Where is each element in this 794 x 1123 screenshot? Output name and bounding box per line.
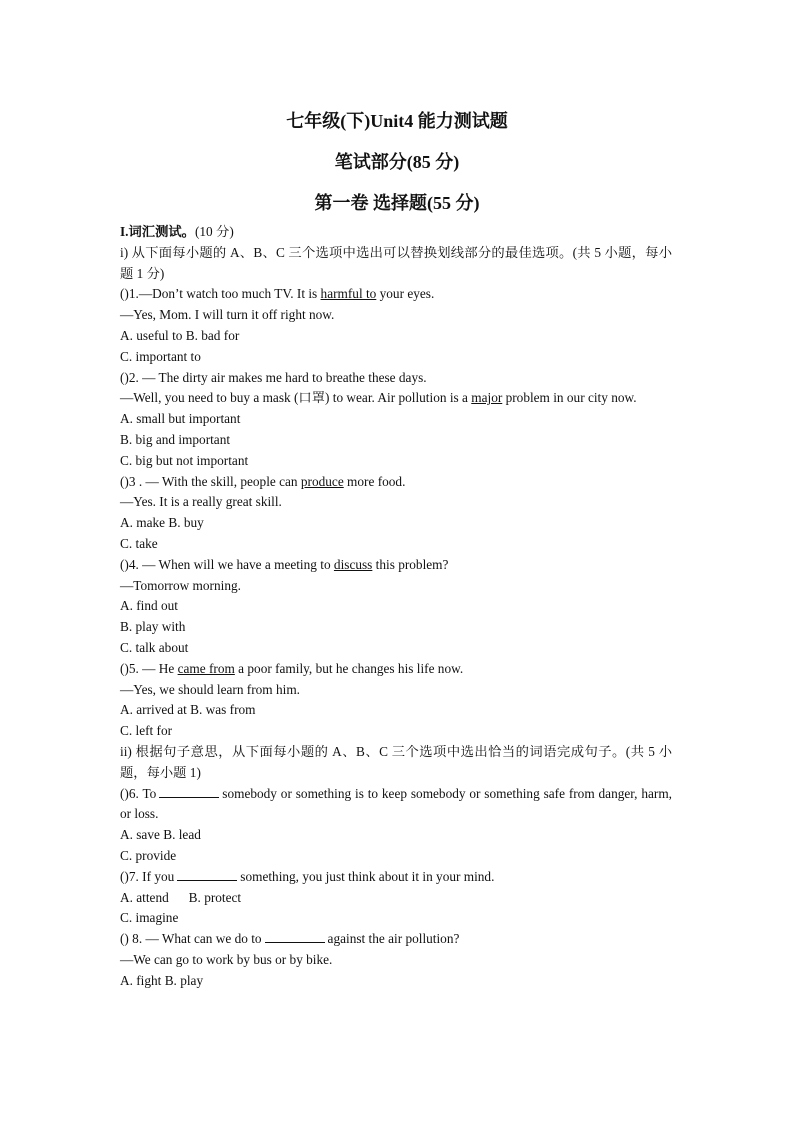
question-6 <box>120 784 672 826</box>
q5-text-end: a poor family, but he changes his life now. <box>234 660 464 676</box>
question-2: ()2. — The dirty air makes me hard to breathe these days. <box>120 369 427 385</box>
q1-reply: —Yes, Mom. I will turn it off right now. <box>120 307 335 323</box>
q8-options-ab: A. fight B. play <box>120 972 204 988</box>
q8-answer-blank <box>265 930 325 943</box>
q2-option-c: C. big but not important <box>120 452 249 468</box>
question-8 <box>120 929 672 950</box>
q6-options-ab: A. save B. lead <box>120 827 201 843</box>
question-content <box>120 222 672 991</box>
section-heading-label: I.词汇测试。 <box>120 224 195 239</box>
question-5 <box>120 659 672 680</box>
q2-option-b: B. big and important <box>120 431 231 447</box>
sub-instruction-i: i) 从下面每小题的 A、B、C 三个选项中选出可以替换划线部分的最佳选项。(共 5 小题，每小题 1 分) <box>120 244 672 281</box>
q7-answer-blank <box>177 868 237 881</box>
q8-text: () 8. — What can we do to <box>120 931 262 947</box>
q7-text: ()7. If you <box>120 868 175 884</box>
question-4 <box>120 555 672 576</box>
exam-title: 七年级(下)Unit4 能力测试题 <box>286 111 508 131</box>
q3-text-end: more food. <box>343 473 406 489</box>
q7-text-end: something, you just think about it in your mind. <box>240 868 495 884</box>
q1-option-c: C. important to <box>120 348 201 364</box>
q1-text-end: your eyes. <box>376 286 435 302</box>
q4-underlined: discuss <box>333 556 373 572</box>
q4-option-a: A. find out <box>120 598 178 614</box>
sub-instruction-ii: ii) 根据句子意思，从下面每小题的 A、B、C 三个选项中选出恰当的词语完成句子。(共 5 小题，每小题 1) <box>120 743 672 780</box>
q4-text: ()4. — When will we have a meeting to <box>120 556 334 572</box>
q1-options-ab: A. useful to B. bad for <box>120 327 240 343</box>
q2-reply <box>120 388 672 409</box>
q2-reply-end: problem in our city now. <box>502 390 637 406</box>
q4-reply: —Tomorrow morning. <box>120 577 241 593</box>
section-heading <box>120 222 672 243</box>
q5-underlined: came from <box>177 660 235 676</box>
q2-reply-text: —Well, you need to buy a mask (口罩) to wear. Air pollution is a <box>120 390 472 406</box>
q4-option-b: B. play with <box>120 619 186 635</box>
q3-underlined: produce <box>300 473 344 489</box>
q3-option-c: C. take <box>120 535 158 551</box>
q4-option-c: C. talk about <box>120 639 189 655</box>
question-1 <box>120 284 672 305</box>
q5-reply: —Yes, we should learn from him. <box>120 681 300 697</box>
q5-option-c: C. left for <box>120 723 173 739</box>
q2-option-a: A. small but important <box>120 411 241 427</box>
q5-text: ()5. — He <box>120 660 178 676</box>
q3-text: ()3 . — With the skill, people can <box>120 473 301 489</box>
q3-reply: —Yes. It is a really great skill. <box>120 494 282 510</box>
part-one-title: 第一卷 选择题(55 分) <box>314 193 480 213</box>
q6-answer-blank <box>159 785 219 798</box>
q6-option-c: C. provide <box>120 847 177 863</box>
q1-text: ()1.—Don’t watch too much TV. It is <box>120 286 321 302</box>
question-7 <box>120 867 672 888</box>
q4-text-end: this problem? <box>372 556 449 572</box>
section-score: (10 分) <box>194 224 234 239</box>
q7-option-c: C. imagine <box>120 910 179 926</box>
q8-reply: —We can go to work by bus or by bike. <box>120 951 333 967</box>
question-3 <box>120 472 672 493</box>
q1-underlined: harmful to <box>320 286 377 302</box>
q6-text: ()6. To <box>120 785 157 801</box>
q6-text-end: somebody or something is to keep somebody or something safe from danger, harm, or loss. <box>120 785 672 822</box>
q3-options-ab: A. make B. buy <box>120 515 204 531</box>
q2-underlined: major <box>471 390 503 406</box>
q8-text-end: against the air pollution? <box>327 931 460 947</box>
written-part-title: 笔试部分(85 分) <box>334 152 460 172</box>
q5-options-ab: A. arrived at B. was from <box>120 702 256 718</box>
q7-options-ab: A. attend B. protect <box>120 889 242 905</box>
